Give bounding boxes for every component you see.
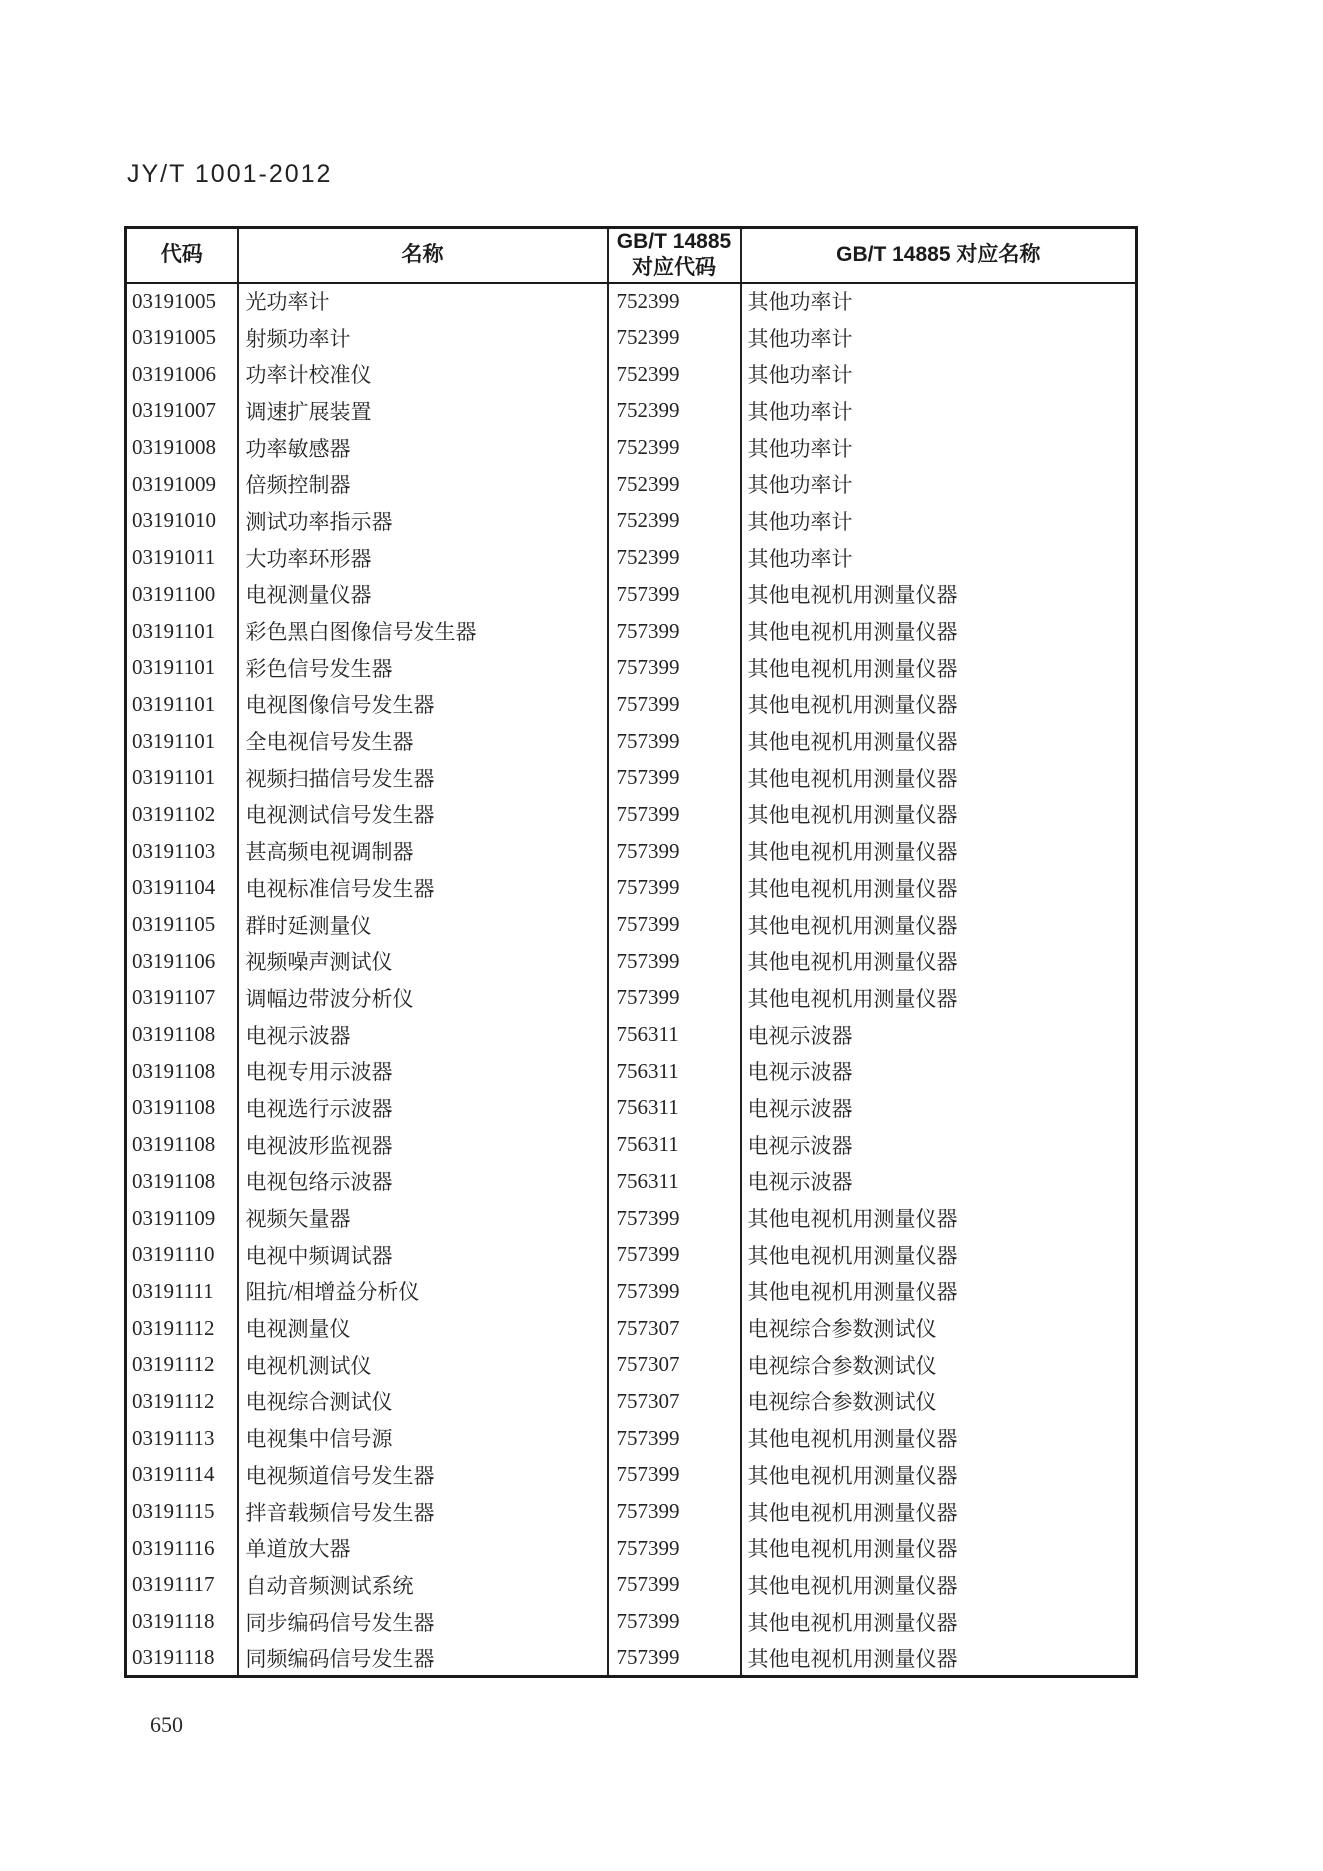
standard-number-heading: JY/T 1001-2012 — [127, 160, 333, 188]
code-cell: 03191107 — [132, 985, 216, 1010]
gbt-code-cell: 757307 — [608, 1383, 741, 1420]
gbt-code-cell: 757399 — [608, 686, 741, 723]
gbt-code-cell: 757399 — [608, 759, 741, 796]
table-header — [126, 228, 1137, 283]
gbt-name-cell: 其他功率计 — [741, 319, 1137, 356]
gbt-code-cell: 757399 — [608, 1236, 741, 1273]
table-row — [126, 759, 1137, 796]
gbt-code-cell: 752399 — [608, 356, 741, 393]
name-cell: 射频功率计 — [238, 319, 608, 356]
gbt-code-cell: 757399 — [608, 723, 741, 760]
table-header-row — [126, 228, 1137, 283]
code-cell: 03191110 — [132, 1242, 215, 1267]
gbt-name-cell: 电视综合参数测试仪 — [741, 1310, 1137, 1347]
gbt-code-cell: 752399 — [608, 539, 741, 576]
code-cell: 03191008 — [132, 435, 216, 460]
name-cell: 功率计校准仪 — [238, 356, 608, 393]
name-cell: 单道放大器 — [238, 1530, 608, 1567]
gbt-name-cell: 其他功率计 — [741, 283, 1137, 320]
code-cell: 03191108 — [132, 1095, 216, 1120]
gbt-code-cell: 757399 — [608, 1530, 741, 1567]
code-cell: 03191115 — [132, 1499, 215, 1524]
code-cell: 03191006 — [132, 361, 216, 386]
header-name — [238, 228, 608, 283]
name-cell: 调幅边带波分析仪 — [238, 980, 608, 1017]
name-cell: 倍频控制器 — [238, 466, 608, 503]
code-cell: 03191101 — [132, 765, 216, 790]
gbt-code-cell: 757399 — [608, 1420, 741, 1457]
gbt-name-cell: 电视综合参数测试仪 — [741, 1383, 1137, 1420]
code-cell: 03191112 — [132, 1388, 215, 1413]
table-row — [126, 1126, 1137, 1163]
gbt-name-cell: 其他电视机用测量仪器 — [741, 759, 1137, 796]
table-row — [126, 613, 1137, 650]
header-gbt-code-line2: 对应代码 — [632, 256, 716, 280]
table-row — [126, 1493, 1137, 1530]
name-cell: 拌音载频信号发生器 — [238, 1493, 608, 1530]
table-row — [126, 1090, 1137, 1127]
name-cell: 彩色黑白图像信号发生器 — [238, 613, 608, 650]
code-cell: 03191109 — [132, 1205, 216, 1230]
code-cell: 03191104 — [132, 875, 216, 900]
gbt-name-cell: 电视示波器 — [741, 1053, 1137, 1090]
header-gbt-name — [741, 228, 1137, 283]
gbt-code-cell: 757399 — [608, 833, 741, 870]
gbt-name-cell: 电视示波器 — [741, 1126, 1137, 1163]
gbt-code-cell: 757399 — [608, 906, 741, 943]
code-cell: 03191101 — [132, 655, 216, 680]
header-gbt-code-line1: GB/T 14885 — [616, 230, 732, 254]
name-cell: 电视波形监视器 — [238, 1126, 608, 1163]
gbt-name-cell: 其他电视机用测量仪器 — [741, 906, 1137, 943]
gbt-name-cell: 其他电视机用测量仪器 — [741, 980, 1137, 1017]
code-cell: 03191007 — [132, 398, 216, 423]
name-cell: 视频矢量器 — [238, 1200, 608, 1237]
gbt-name-cell: 其他电视机用测量仪器 — [741, 1530, 1137, 1567]
gbt-name-cell: 其他电视机用测量仪器 — [741, 943, 1137, 980]
code-cell: 03191103 — [132, 838, 216, 863]
name-cell: 同步编码信号发生器 — [238, 1603, 608, 1640]
code-cell: 03191108 — [132, 1022, 216, 1047]
gbt-name-cell: 电视示波器 — [741, 1090, 1137, 1127]
code-cell: 03191118 — [132, 1609, 215, 1634]
gbt-name-cell: 电视示波器 — [741, 1016, 1137, 1053]
gbt-name-cell: 其他电视机用测量仪器 — [741, 723, 1137, 760]
code-cell: 03191101 — [132, 618, 216, 643]
name-cell: 阻抗/相增益分析仪 — [238, 1273, 608, 1310]
code-cell: 03191105 — [132, 912, 216, 937]
gbt-code-cell: 756311 — [608, 1126, 741, 1163]
gbt-name-cell: 其他电视机用测量仪器 — [741, 796, 1137, 833]
table-row — [126, 686, 1137, 723]
code-cell: 03191010 — [132, 508, 216, 533]
gbt-name-cell: 其他电视机用测量仪器 — [741, 1200, 1137, 1237]
name-cell: 功率敏感器 — [238, 429, 608, 466]
table-row — [126, 576, 1137, 613]
name-cell: 视频噪声测试仪 — [238, 943, 608, 980]
gbt-name-cell: 其他电视机用测量仪器 — [741, 1236, 1137, 1273]
gbt-name-cell: 其他功率计 — [741, 356, 1137, 393]
table-row — [126, 649, 1137, 686]
name-cell: 电视机测试仪 — [238, 1346, 608, 1383]
name-cell: 电视测试信号发生器 — [238, 796, 608, 833]
table-row — [126, 943, 1137, 980]
gbt-name-cell: 其他电视机用测量仪器 — [741, 870, 1137, 907]
code-cell: 03191108 — [132, 1132, 216, 1157]
gbt-name-cell: 其他电视机用测量仪器 — [741, 1420, 1137, 1457]
table-row — [126, 393, 1137, 430]
code-cell: 03191114 — [132, 1462, 215, 1487]
table-row — [126, 1163, 1137, 1200]
code-cell: 03191108 — [132, 1058, 216, 1083]
table-row — [126, 1016, 1137, 1053]
name-cell: 电视测量仪 — [238, 1310, 608, 1347]
name-cell: 同频编码信号发生器 — [238, 1640, 608, 1677]
code-cell: 03191111 — [132, 1278, 214, 1303]
name-cell: 电视专用示波器 — [238, 1053, 608, 1090]
gbt-name-cell: 其他电视机用测量仪器 — [741, 1457, 1137, 1494]
gbt-name-cell: 其他电视机用测量仪器 — [741, 833, 1137, 870]
gbt-code-cell: 757399 — [608, 1567, 741, 1604]
gbt-code-cell: 757399 — [608, 1493, 741, 1530]
gbt-code-cell: 757399 — [608, 576, 741, 613]
code-cell: 03191118 — [132, 1645, 215, 1670]
code-cell: 03191108 — [132, 1168, 216, 1193]
gbt-code-cell: 752399 — [608, 283, 741, 320]
table-row — [126, 1383, 1137, 1420]
header-gbt-code — [608, 228, 741, 283]
code-cell: 03191005 — [132, 325, 216, 350]
gbt-code-cell: 757399 — [608, 613, 741, 650]
table-row — [126, 1200, 1137, 1237]
table-row — [126, 1640, 1137, 1677]
name-cell: 甚高频电视调制器 — [238, 833, 608, 870]
gbt-code-cell: 752399 — [608, 503, 741, 540]
name-cell: 电视频道信号发生器 — [238, 1457, 608, 1494]
name-cell: 电视测量仪器 — [238, 576, 608, 613]
header-code-label: 代码 — [160, 243, 203, 267]
gbt-code-cell: 752399 — [608, 319, 741, 356]
name-cell: 视频扫描信号发生器 — [238, 759, 608, 796]
gbt-name-cell: 其他功率计 — [741, 503, 1137, 540]
name-cell: 彩色信号发生器 — [238, 649, 608, 686]
gbt-code-cell: 756311 — [608, 1016, 741, 1053]
gbt-code-cell: 757399 — [608, 1603, 741, 1640]
code-cell: 03191009 — [132, 471, 216, 496]
name-cell: 全电视信号发生器 — [238, 723, 608, 760]
code-cell: 03191011 — [132, 545, 216, 570]
table-row — [126, 466, 1137, 503]
gbt-code-cell: 756311 — [608, 1163, 741, 1200]
code-cell: 03191101 — [132, 728, 216, 753]
header-gbt-name-label: GB/T 14885 对应名称 — [836, 243, 1041, 267]
table-row — [126, 796, 1137, 833]
name-cell: 电视综合测试仪 — [238, 1383, 608, 1420]
gbt-code-cell: 757399 — [608, 1200, 741, 1237]
code-cell: 03191112 — [132, 1352, 215, 1377]
name-cell: 自动音频测试系统 — [238, 1567, 608, 1604]
table-row — [126, 1273, 1137, 1310]
code-cell: 03191117 — [132, 1572, 215, 1597]
gbt-name-cell: 其他功率计 — [741, 539, 1137, 576]
table-row — [126, 906, 1137, 943]
table-row — [126, 1603, 1137, 1640]
name-cell: 测试功率指示器 — [238, 503, 608, 540]
gbt-code-cell: 757399 — [608, 870, 741, 907]
gbt-name-cell: 其他电视机用测量仪器 — [741, 649, 1137, 686]
table-row — [126, 1567, 1137, 1604]
gbt-code-cell: 757399 — [608, 943, 741, 980]
gbt-name-cell: 其他电视机用测量仪器 — [741, 1603, 1137, 1640]
gbt-code-cell: 752399 — [608, 393, 741, 430]
table-body — [126, 283, 1137, 1677]
gbt-code-cell: 757307 — [608, 1346, 741, 1383]
header-name-label: 名称 — [401, 243, 444, 267]
gbt-name-cell: 电视示波器 — [741, 1163, 1137, 1200]
gbt-name-cell: 其他电视机用测量仪器 — [741, 1493, 1137, 1530]
table-row — [126, 1310, 1137, 1347]
table-row — [126, 1420, 1137, 1457]
gbt-name-cell: 其他电视机用测量仪器 — [741, 1273, 1137, 1310]
gbt-name-cell: 其他功率计 — [741, 393, 1137, 430]
name-cell: 大功率环形器 — [238, 539, 608, 576]
name-cell: 电视集中信号源 — [238, 1420, 608, 1457]
header-code — [126, 228, 238, 283]
gbt-name-cell: 其他电视机用测量仪器 — [741, 613, 1137, 650]
gbt-name-cell: 其他功率计 — [741, 466, 1137, 503]
gbt-code-cell: 756311 — [608, 1053, 741, 1090]
gbt-code-cell: 757307 — [608, 1310, 741, 1347]
page-number: 650 — [150, 1712, 183, 1737]
gbt-name-cell: 电视综合参数测试仪 — [741, 1346, 1137, 1383]
table-row — [126, 503, 1137, 540]
gbt-name-cell: 其他功率计 — [741, 429, 1137, 466]
table-row — [126, 1053, 1137, 1090]
table-row — [126, 1530, 1137, 1567]
code-cell: 03191100 — [132, 581, 216, 606]
gbt-name-cell: 其他电视机用测量仪器 — [741, 1640, 1137, 1677]
code-cell: 03191113 — [132, 1425, 215, 1450]
table-row — [126, 980, 1137, 1017]
table-row — [126, 1346, 1137, 1383]
name-cell: 群时延测量仪 — [238, 906, 608, 943]
table-row — [126, 1236, 1137, 1273]
code-cell: 03191005 — [132, 288, 216, 313]
gbt-name-cell: 其他电视机用测量仪器 — [741, 686, 1137, 723]
name-cell: 电视示波器 — [238, 1016, 608, 1053]
gbt-code-cell: 757399 — [608, 796, 741, 833]
name-cell: 电视包络示波器 — [238, 1163, 608, 1200]
name-cell: 电视中频调试器 — [238, 1236, 608, 1273]
code-cell: 03191112 — [132, 1315, 215, 1340]
name-cell: 电视选行示波器 — [238, 1090, 608, 1127]
gbt-code-cell: 757399 — [608, 1273, 741, 1310]
table-row — [126, 539, 1137, 576]
name-cell: 调速扩展装置 — [238, 393, 608, 430]
gbt-name-cell: 其他电视机用测量仪器 — [741, 576, 1137, 613]
code-cell: 03191102 — [132, 801, 216, 826]
name-cell: 光功率计 — [238, 283, 608, 320]
table-row — [126, 319, 1137, 356]
table-row — [126, 429, 1137, 466]
code-cell: 03191116 — [132, 1535, 215, 1560]
table-row — [126, 870, 1137, 907]
gbt-code-cell: 752399 — [608, 466, 741, 503]
table-row — [126, 1457, 1137, 1494]
table-row — [126, 833, 1137, 870]
gbt-code-cell: 756311 — [608, 1090, 741, 1127]
name-cell: 电视标准信号发生器 — [238, 870, 608, 907]
gbt-code-cell: 757399 — [608, 1640, 741, 1677]
code-mapping-table — [124, 226, 1138, 1678]
table-row — [126, 723, 1137, 760]
gbt-code-cell: 757399 — [608, 1457, 741, 1494]
code-cell: 03191106 — [132, 948, 216, 973]
code-cell: 03191101 — [132, 691, 216, 716]
table-row — [126, 283, 1137, 320]
gbt-code-cell: 757399 — [608, 649, 741, 686]
gbt-code-cell: 752399 — [608, 429, 741, 466]
table-row — [126, 356, 1137, 393]
gbt-code-cell: 757399 — [608, 980, 741, 1017]
gbt-name-cell: 其他电视机用测量仪器 — [741, 1567, 1137, 1604]
name-cell: 电视图像信号发生器 — [238, 686, 608, 723]
